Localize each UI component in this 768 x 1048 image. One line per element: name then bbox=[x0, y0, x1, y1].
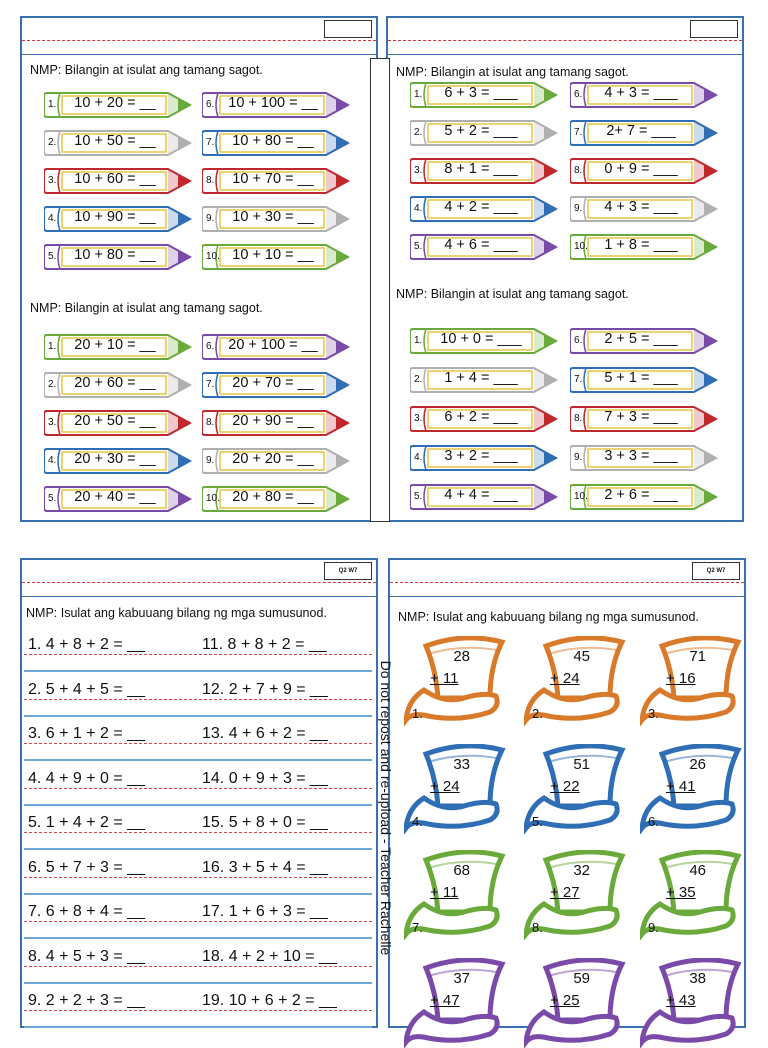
badge-box bbox=[690, 20, 738, 38]
badge-box: Q2 W7 bbox=[692, 562, 740, 580]
hat-addend-bottom: + 41 bbox=[666, 778, 696, 795]
pencil-item bbox=[410, 403, 560, 435]
guide-line bbox=[24, 848, 372, 850]
pencil-item bbox=[44, 407, 194, 439]
hat-addend-bottom: + 24 bbox=[550, 670, 580, 687]
watermark-text: Do not repost and re-upload - Teacher Rachelle bbox=[378, 660, 394, 956]
hat-number: 7. bbox=[412, 920, 423, 935]
equation-left: 6. 5 + 7 + 3 = __ bbox=[28, 858, 145, 876]
pencil-equation: 4 + 3 = ___ bbox=[604, 85, 678, 101]
pencil-item bbox=[44, 369, 194, 401]
hat-addend-bottom: + 25 bbox=[550, 992, 580, 1009]
pencil-item bbox=[44, 483, 194, 515]
pencil-number: 4. bbox=[414, 452, 423, 463]
pencil-equation: 20 + 70 = __ bbox=[232, 375, 314, 391]
pencil-equation: 3 + 2 = ___ bbox=[444, 448, 518, 464]
pencil-item bbox=[410, 364, 560, 396]
hat-problem bbox=[640, 958, 750, 1048]
pencil-equation: 6 + 2 = ___ bbox=[444, 409, 518, 425]
pencil-item bbox=[570, 231, 720, 263]
pencil-item bbox=[44, 165, 194, 197]
hat-number: 4. bbox=[412, 814, 423, 829]
pencil-item bbox=[570, 403, 720, 435]
pencil-item bbox=[202, 203, 352, 235]
hat-addend-bottom: + 43 bbox=[666, 992, 696, 1009]
header-line bbox=[390, 596, 744, 597]
hat-addend-top: 33 bbox=[453, 756, 470, 773]
hat-number: 9. bbox=[648, 920, 659, 935]
pencil-number: 2. bbox=[414, 374, 423, 385]
pencil-equation: 20 + 60 = __ bbox=[74, 375, 156, 391]
hat-problem bbox=[404, 850, 514, 940]
pencil-equation: 20 + 50 = __ bbox=[74, 413, 156, 429]
pencil-number: 9. bbox=[574, 452, 583, 463]
pencil-equation: 20 + 20 = __ bbox=[232, 451, 314, 467]
pencil-equation: 10 + 30 = __ bbox=[232, 209, 314, 225]
pencil-number: 5. bbox=[414, 491, 423, 502]
pencil-equation: 10 + 20 = __ bbox=[74, 95, 156, 111]
pencil-equation: 4 + 2 = ___ bbox=[444, 199, 518, 215]
hat-number: 5. bbox=[532, 814, 543, 829]
equation-right: 16. 3 + 5 + 4 = __ bbox=[202, 858, 328, 876]
pencil-item bbox=[410, 155, 560, 187]
pencil-item bbox=[570, 481, 720, 513]
hat-number: 3. bbox=[648, 706, 659, 721]
hat-problem bbox=[524, 744, 634, 834]
guide-line bbox=[24, 743, 372, 744]
hat-problem bbox=[640, 636, 750, 726]
pencil-equation: 6 + 3 = ___ bbox=[444, 85, 518, 101]
hat-addend-bottom: + 22 bbox=[550, 778, 580, 795]
pencil-number: 1. bbox=[414, 335, 423, 346]
pencil-item bbox=[202, 407, 352, 439]
instruction-b1: NMP: Bilangin at isulat ang tamang sagot. bbox=[396, 65, 629, 79]
guide-line bbox=[24, 788, 372, 789]
equation-left: 3. 6 + 1 + 2 = __ bbox=[28, 725, 145, 742]
header-line bbox=[22, 582, 376, 583]
equation-left: 7. 6 + 8 + 4 = __ bbox=[28, 903, 145, 920]
pencil-number: 1. bbox=[414, 89, 423, 100]
pencil-number: 5. bbox=[48, 493, 57, 504]
pencil-item bbox=[410, 193, 560, 225]
equation-left: 1. 4 + 8 + 2 = __ bbox=[28, 636, 145, 653]
pencil-item bbox=[570, 442, 720, 474]
guide-line bbox=[24, 893, 372, 895]
pencil-number: 6. bbox=[206, 341, 215, 352]
guide-line bbox=[24, 1026, 372, 1028]
hat-number: 8. bbox=[532, 920, 543, 935]
pencil-item bbox=[202, 445, 352, 477]
equation-left: 5. 1 + 4 + 2 = __ bbox=[28, 814, 145, 831]
pencil-equation: 4 + 3 = ___ bbox=[604, 199, 678, 215]
badge-box: Q2 W7 bbox=[324, 562, 372, 580]
pencil-item bbox=[570, 364, 720, 396]
pencil-equation: 1 + 4 = ___ bbox=[444, 370, 518, 386]
header-line bbox=[388, 40, 742, 41]
pencil-number: 8. bbox=[574, 165, 583, 176]
guide-line bbox=[24, 759, 372, 761]
pencil-number: 3. bbox=[48, 417, 57, 428]
pencil-number: 4. bbox=[48, 213, 57, 224]
hat-addend-bottom: + 47 bbox=[430, 992, 460, 1009]
guide-line bbox=[24, 715, 372, 717]
pencil-item bbox=[202, 483, 352, 515]
equation-right: 12. 2 + 7 + 9 = __ bbox=[202, 680, 328, 698]
pencil-number: 9. bbox=[206, 213, 215, 224]
pencil-item bbox=[410, 442, 560, 474]
pencil-item bbox=[202, 241, 352, 273]
guide-line bbox=[24, 982, 372, 984]
hat-addend-top: 51 bbox=[573, 756, 590, 773]
pencil-number: 7. bbox=[574, 374, 583, 385]
pencil-equation: 10 + 80 = __ bbox=[232, 133, 314, 149]
hat-number: 6. bbox=[648, 814, 659, 829]
pencil-number: 6. bbox=[574, 89, 583, 100]
guide-line bbox=[24, 937, 372, 939]
hat-problem bbox=[404, 636, 514, 726]
equation-left: 2. 5 + 4 + 5 = __ bbox=[28, 680, 145, 698]
pencil-equation: 10 + 80 = __ bbox=[74, 247, 156, 263]
pencil-number: 8. bbox=[206, 417, 215, 428]
guide-line bbox=[24, 877, 372, 878]
pencil-number: 10. bbox=[574, 241, 588, 252]
pencil-equation: 10 + 10 = __ bbox=[232, 247, 314, 263]
pencil-item bbox=[44, 127, 194, 159]
hat-addend-top: 32 bbox=[573, 862, 590, 879]
hat-addend-top: 26 bbox=[689, 756, 706, 773]
pencil-item bbox=[202, 369, 352, 401]
hat-addend-top: 28 bbox=[453, 648, 470, 665]
hat-addend-top: 71 bbox=[689, 648, 706, 665]
binding-strip bbox=[370, 58, 390, 522]
pencil-equation: 20 + 100 = __ bbox=[228, 337, 318, 353]
pencil-number: 8. bbox=[206, 175, 215, 186]
hat-addend-top: 38 bbox=[689, 970, 706, 987]
pencil-number: 6. bbox=[574, 335, 583, 346]
hat-number: 1. bbox=[412, 706, 423, 721]
header-line bbox=[388, 54, 742, 55]
guide-line bbox=[24, 966, 372, 967]
hat-problem bbox=[640, 744, 750, 834]
equation-right: 18. 4 + 2 + 10 = __ bbox=[202, 947, 337, 965]
pencil-equation: 8 + 1 = ___ bbox=[444, 161, 518, 177]
pencil-item bbox=[570, 193, 720, 225]
pencil-item bbox=[202, 165, 352, 197]
hat-addend-top: 46 bbox=[689, 862, 706, 879]
pencil-equation: 1 + 8 = ___ bbox=[604, 237, 678, 253]
pencil-equation: 4 + 4 = ___ bbox=[444, 487, 518, 503]
pencil-equation: 4 + 6 = ___ bbox=[444, 237, 518, 253]
pencil-item bbox=[202, 331, 352, 363]
pencil-equation: 2 + 5 = ___ bbox=[604, 331, 678, 347]
pencil-number: 2. bbox=[414, 127, 423, 138]
hat-problem bbox=[524, 958, 634, 1048]
hat-addend-top: 68 bbox=[453, 862, 470, 879]
pencil-number: 3. bbox=[414, 165, 423, 176]
pencil-item bbox=[44, 331, 194, 363]
pencil-number: 5. bbox=[414, 241, 423, 252]
instruction-a2: NMP: Bilangin at isulat ang tamang sagot. bbox=[30, 301, 263, 315]
pencil-equation: 3 + 3 = ___ bbox=[604, 448, 678, 464]
pencil-number: 4. bbox=[48, 455, 57, 466]
guide-line bbox=[24, 1010, 372, 1011]
pencil-equation: 20 + 10 = __ bbox=[74, 337, 156, 353]
pencil-item bbox=[44, 445, 194, 477]
guide-line bbox=[24, 804, 372, 806]
badge-box bbox=[324, 20, 372, 38]
pencil-number: 9. bbox=[206, 455, 215, 466]
hat-addend-bottom: + 16 bbox=[666, 670, 696, 687]
instruction-c: NMP: Isulat ang kabuuang bilang ng mga sumusunod. bbox=[26, 606, 327, 620]
instruction-b2: NMP: Bilangin at isulat ang tamang sagot. bbox=[396, 287, 629, 301]
pencil-number: 10. bbox=[206, 493, 220, 504]
pencil-number: 1. bbox=[48, 341, 57, 352]
pencil-equation: 10 + 50 = __ bbox=[74, 133, 156, 149]
pencil-equation: 10 + 60 = __ bbox=[74, 171, 156, 187]
pencil-item bbox=[570, 155, 720, 187]
pencil-number: 3. bbox=[414, 413, 423, 424]
pencil-item bbox=[44, 203, 194, 235]
pencil-equation: 10 + 100 = __ bbox=[228, 95, 318, 111]
pencil-equation: 20 + 80 = __ bbox=[232, 489, 314, 505]
equation-left: 8. 4 + 5 + 3 = __ bbox=[28, 947, 145, 965]
equation-right: 19. 10 + 6 + 2 = __ bbox=[202, 992, 337, 1009]
equation-right: 11. 8 + 8 + 2 = __ bbox=[202, 636, 327, 653]
hat-problem bbox=[404, 744, 514, 834]
hat-addend-bottom: + 35 bbox=[666, 884, 696, 901]
hat-addend-top: 37 bbox=[453, 970, 470, 987]
pencil-item bbox=[570, 117, 720, 149]
instruction-a1: NMP: Bilangin at isulat ang tamang sagot. bbox=[30, 63, 263, 77]
pencil-equation: 0 + 9 = ___ bbox=[604, 161, 678, 177]
hat-problem bbox=[404, 958, 514, 1048]
pencil-number: 3. bbox=[48, 175, 57, 186]
pencil-equation: 5 + 2 = ___ bbox=[444, 123, 518, 139]
pencil-equation: 7 + 3 = ___ bbox=[604, 409, 678, 425]
guide-line bbox=[24, 654, 372, 655]
pencil-item bbox=[44, 241, 194, 273]
equation-right: 14. 0 + 9 + 3 = __ bbox=[202, 769, 328, 787]
pencil-equation: 10 + 0 = ___ bbox=[440, 331, 522, 347]
guide-line bbox=[24, 921, 372, 922]
instruction-d: NMP: Isulat ang kabuuang bilang ng mga sumusunod. bbox=[398, 610, 699, 624]
hat-addend-bottom: + 11 bbox=[430, 884, 459, 901]
equation-left: 9. 2 + 2 + 3 = __ bbox=[28, 992, 145, 1009]
pencil-number: 5. bbox=[48, 251, 57, 262]
pencil-equation: 2+ 7 = ___ bbox=[606, 123, 676, 139]
pencil-item bbox=[202, 127, 352, 159]
pencil-number: 10. bbox=[206, 251, 220, 262]
pencil-equation: 10 + 70 = __ bbox=[232, 171, 314, 187]
hat-addend-top: 45 bbox=[573, 648, 590, 665]
hat-addend-bottom: + 27 bbox=[550, 884, 580, 901]
pencil-number: 6. bbox=[206, 99, 215, 110]
pencil-number: 8. bbox=[574, 413, 583, 424]
hat-addend-bottom: + 24 bbox=[430, 778, 460, 795]
pencil-equation: 10 + 90 = __ bbox=[74, 209, 156, 225]
pencil-equation: 20 + 40 = __ bbox=[74, 489, 156, 505]
pencil-item bbox=[202, 89, 352, 121]
header-line bbox=[22, 596, 376, 597]
pencil-item bbox=[410, 325, 560, 357]
guide-line bbox=[24, 699, 372, 700]
pencil-number: 7. bbox=[574, 127, 583, 138]
pencil-equation: 20 + 30 = __ bbox=[74, 451, 156, 467]
pencil-equation: 2 + 6 = ___ bbox=[604, 487, 678, 503]
pencil-number: 10. bbox=[574, 491, 588, 502]
equation-right: 13. 4 + 6 + 2 = __ bbox=[202, 725, 328, 742]
equation-left: 4. 4 + 9 + 0 = __ bbox=[28, 769, 145, 787]
pencil-number: 2. bbox=[48, 137, 57, 148]
pencil-number: 9. bbox=[574, 203, 583, 214]
hat-number: 2. bbox=[532, 706, 543, 721]
watermark bbox=[376, 600, 394, 1024]
guide-line bbox=[24, 670, 372, 672]
pencil-number: 7. bbox=[206, 137, 215, 148]
hat-problem bbox=[640, 850, 750, 940]
hat-addend-top: 59 bbox=[573, 970, 590, 987]
pencil-number: 1. bbox=[48, 99, 57, 110]
pencil-item bbox=[570, 325, 720, 357]
hat-problem bbox=[524, 850, 634, 940]
hat-addend-bottom: + 11 bbox=[430, 670, 459, 687]
pencil-item bbox=[410, 117, 560, 149]
pencil-item bbox=[570, 79, 720, 111]
pencil-equation: 20 + 90 = __ bbox=[232, 413, 314, 429]
header-line bbox=[22, 54, 376, 55]
equation-right: 17. 1 + 6 + 3 = __ bbox=[202, 903, 328, 920]
pencil-item bbox=[410, 481, 560, 513]
pencil-item bbox=[410, 231, 560, 263]
pencil-number: 2. bbox=[48, 379, 57, 390]
pencil-item bbox=[44, 89, 194, 121]
hat-problem bbox=[524, 636, 634, 726]
equation-right: 15. 5 + 8 + 0 = __ bbox=[202, 814, 328, 831]
pencil-number: 7. bbox=[206, 379, 215, 390]
header-line bbox=[22, 40, 376, 41]
pencil-number: 4. bbox=[414, 203, 423, 214]
header-line bbox=[390, 582, 744, 583]
guide-line bbox=[24, 832, 372, 833]
pencil-equation: 5 + 1 = ___ bbox=[604, 370, 678, 386]
pencil-item bbox=[410, 79, 560, 111]
